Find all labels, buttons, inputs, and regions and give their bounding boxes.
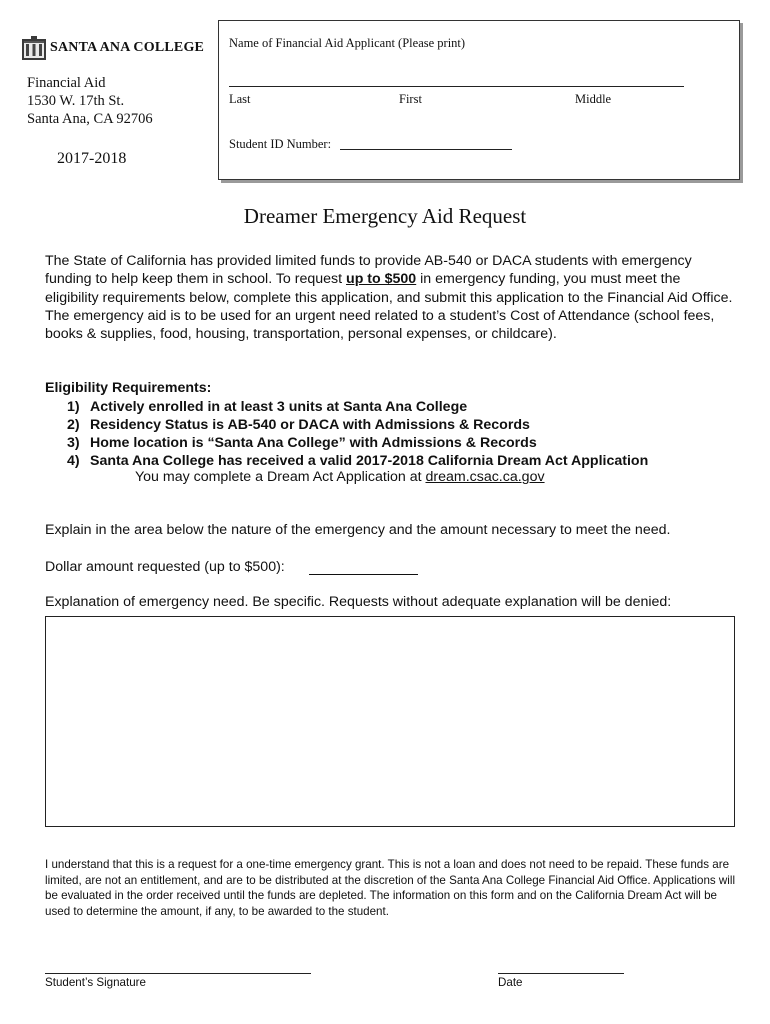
explanation-label: Explanation of emergency need. Be specific. Requests without adequate explanation will be denied:	[45, 594, 672, 610]
explain-instruction: Explain in the area below the nature of the emergency and the amount necessary to meet the need.	[45, 522, 671, 538]
address-line: Santa Ana, CA 92706	[27, 111, 153, 127]
intro-amount-highlight: up to $500	[346, 271, 417, 288]
student-id-field[interactable]	[340, 149, 512, 150]
dollar-amount-label: Dollar amount requested (up to $500):	[45, 559, 285, 575]
item-number: 3)	[67, 435, 80, 451]
intro-paragraph	[45, 252, 735, 343]
aid-year: 2017-2018	[57, 150, 127, 167]
dollar-amount-field[interactable]	[309, 574, 418, 575]
dream-act-note	[135, 469, 545, 485]
eligibility-heading: Eligibility Requirements:	[45, 380, 212, 396]
dream-act-note-text: You may complete a Dream Act Application at	[135, 469, 426, 485]
middle-name-label: Middle	[575, 92, 612, 106]
eligibility-item	[67, 452, 648, 470]
eligibility-item	[67, 416, 648, 434]
item-text: Santa Ana College has received a valid 2017-2018 California Dream Act Application	[90, 453, 649, 469]
date-label: Date	[498, 976, 523, 989]
last-name-label: Last	[229, 92, 251, 106]
item-text: Home location is “Santa Ana College” with Admissions & Records	[90, 435, 537, 451]
disclaimer-text: I understand that this is a request for a one-time emergency grant. This is not a loan and does not need to be repaid. These funds are limited, are not an entitlement, and are to be distributed at the discretion of the Santa Ana College Financial Aid Office. Applications will be evaluated in the order received until the funds are depleted. The information on this form and on the California Dream Act will be used to determine the amount, if any, to be awarded to the student.	[45, 858, 736, 918]
eligibility-item	[67, 398, 648, 416]
first-name-label: First	[399, 92, 422, 106]
address-line: Financial Aid	[27, 75, 106, 91]
applicant-name-title: Name of Financial Aid Applicant (Please print)	[229, 36, 466, 50]
item-number: 4)	[67, 453, 80, 469]
item-text: Residency Status is AB-540 or DACA with Admissions & Records	[90, 417, 530, 433]
item-number: 2)	[67, 417, 80, 433]
eligibility-list	[67, 398, 648, 470]
signature-label: Student’s Signature	[45, 976, 146, 989]
college-building-icon	[22, 36, 46, 60]
applicant-info-box	[218, 20, 740, 180]
item-text: Actively enrolled in at least 3 units at Santa Ana College	[90, 399, 468, 415]
student-id-label: Student ID Number:	[229, 137, 332, 151]
applicant-name-field[interactable]	[229, 86, 684, 87]
signature-field[interactable]	[45, 973, 311, 974]
dream-act-link[interactable]: dream.csac.ca.gov	[425, 469, 545, 485]
date-field[interactable]	[498, 973, 624, 974]
item-number: 1)	[67, 399, 80, 415]
address-line: 1530 W. 17th St.	[27, 93, 125, 109]
office-address	[27, 74, 153, 128]
document-title: Dreamer Emergency Aid Request	[243, 204, 527, 228]
eligibility-item	[67, 434, 648, 452]
intro-text-continued: in emergency funding, you must meet the eligibility requirements below, complete this application, and submit this application to the Financial Aid Office. The emergency aid is to be used for an urgent need related to a student’s Cost of Attendance (school fees, books & supplies, food, housing, transportation, personal expenses, or childcare).	[45, 271, 733, 343]
college-logo	[22, 34, 212, 62]
explanation-text-area[interactable]	[45, 616, 735, 827]
college-name: SANTA ANA COLLEGE	[50, 40, 205, 55]
intro-text: The State of California has provided limited funds to provide AB-540 or DACA students with emergency funding to help keep them in school. To request	[45, 253, 692, 288]
